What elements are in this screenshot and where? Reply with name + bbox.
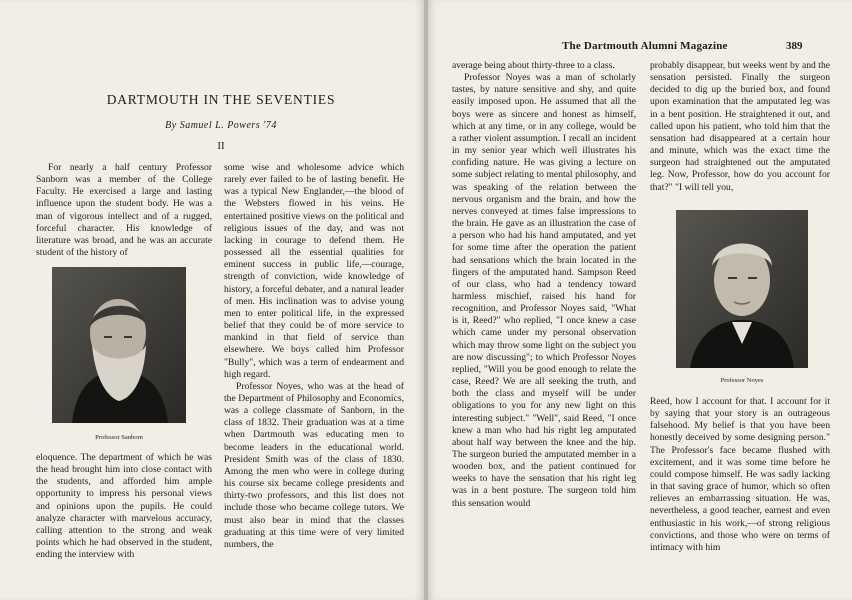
paragraph: For nearly a half century Professor Sanborn was a member of the College Faculty. He exercised a large and lasting influence upon the student body. He was a man of vigorous intellect and of a rugged, forceful character. His knowledge of literature was broad, and he was an accurate student of the history of bbox=[36, 162, 212, 259]
paragraph: eloquence. The department of which he was the head brought him into close contact with the students, and afforded him ample opportunity to impress his personal views and opinions upon the pupils. He could analyze character with marvelous accuracy, calling attention to the strong and weak points which he had observed in the student, ending the interview with bbox=[36, 452, 212, 561]
noyes-caption: Professor Noyes bbox=[720, 377, 764, 384]
section-numeral: II bbox=[217, 140, 225, 152]
page-number: 389 bbox=[786, 40, 803, 52]
paragraph: some wise and wholesome advice which rarely ever failed to be of lasting benefit. He was a typical New Englander,—the blood of the Websters flowed in his veins. He entertained positive views on the political and religious issues of the day, and was not lacking in courage to defend them. He possessed all the essential qualities for eminent success in public life,—courage, strength of conviction, wide knowledge of history, a forceful debater, and a natural leader of men. His inclination was to advise young men to enter political life, in the expressed belief that they could be of more service to mankind in that field of service than elsewhere. We boys called him Professor "Bully", which was a term of endearment and high regard. bbox=[224, 162, 404, 380]
paragraph: probably disappear, but weeks went by and the sensation persisted. Finally the surgeon decided to dig up the buried box, and found upon examination that the amputated leg was in a bent position. He straightened it out, and called upon his patient, who told him that the sensation had disappeared at a certain hour and minute, which was the exact time the surgeon had straightened out the amputated leg. Now, Professor, how do you account for that?" "I will tell you, bbox=[650, 60, 830, 193]
portrait-image bbox=[52, 267, 186, 423]
left-column-2 bbox=[224, 162, 404, 551]
right-column-2-top bbox=[650, 60, 830, 194]
running-head: The Dartmouth Alumni Magazine bbox=[562, 40, 728, 52]
byline: By Samuel L. Powers '74 bbox=[165, 120, 277, 131]
right-page bbox=[428, 0, 852, 600]
paragraph: Professor Noyes was a man of scholarly tastes, by nature sensitive and shy, and quite easily imposed upon. He assumed that all the boys were as sincere and honest as himself, which at any time, or in any college, would be a rather violent assumption. I recall an incident in my senior year which well illustrates his confiding nature. He was giving a lecture on some subject relating to mental philosophy, and was speaking of the relation between the nervous organism and the brain, and how the nerves conveyed at times false impressions to the brain. He gave as an illustration the case of a person who had his hand amputated, and yet for some time after the operation the patient had sensations which the brain located in the fingers of the amputated hand. Sampson Reed of our class, who had a tendency toward harmless mischief, raised his hand for recognition, and Professor Noyes said, "What is it, Reed?" who replied, "I once knew a case which came under my personal observation which may throw some light on the subject you are now discussing"; to which Professor Noyes replied, "Will you be good enough to relate the case, Reed? We are all seeking the truth, and both the class and myself will be under obligations to you for any new light on this interesting subject." "Well", said Reed, "I once knew a man who had his right leg amputated about half way between the knee and the hip. The surgeon buried the amputated member in a wooden box, and the patient continued for weeks to have the sensation that his right leg was in a bent posture. The surgeon told him this sensation would bbox=[452, 72, 636, 509]
right-column-2-bottom bbox=[650, 396, 830, 554]
paragraph: Reed, how I account for that. I account for it by saying that your story is an outrageous falsehood. My belief is that you have been honestly deceived by some designing person." The Professor's face became flushed with excitement, and it was some time before he could compose himself. He was sadly lacking in that saving grace of humor, which so often relieves an embarrassing situation. He was, nevertheless, a good teacher, earnest and even enthusiastic in his work,—of strong religious convictions, and those who were on terms of intimacy with him bbox=[650, 396, 830, 553]
left-page bbox=[0, 0, 424, 600]
left-column-1-top bbox=[36, 162, 212, 259]
sanborn-caption: Professor Sanborn bbox=[95, 434, 143, 441]
paragraph: Professor Noyes, who was at the head of the Department of Philosophy and Economics, was a college classmate of Sanborn, in the class of 1832. Their graduation was at a time when Dartmouth was educating men to become leaders in the educational world. President Smith was of the class of 1830. Among the men who were in college during his course six became college presidents and thirty-two professors, and this list does not include those who became college tutors. We must also bear in mind that the classes graduating at this time were of very limited numbers, the bbox=[224, 380, 404, 550]
article-title: DARTMOUTH IN THE SEVENTIES bbox=[106, 92, 336, 107]
left-column-1-bottom bbox=[36, 452, 212, 561]
professor-noyes-photo bbox=[676, 210, 808, 368]
portrait-image bbox=[676, 210, 808, 368]
right-column-1 bbox=[452, 60, 636, 510]
professor-sanborn-photo bbox=[52, 267, 186, 423]
paragraph: average being about thirty-three to a class. bbox=[452, 60, 615, 71]
